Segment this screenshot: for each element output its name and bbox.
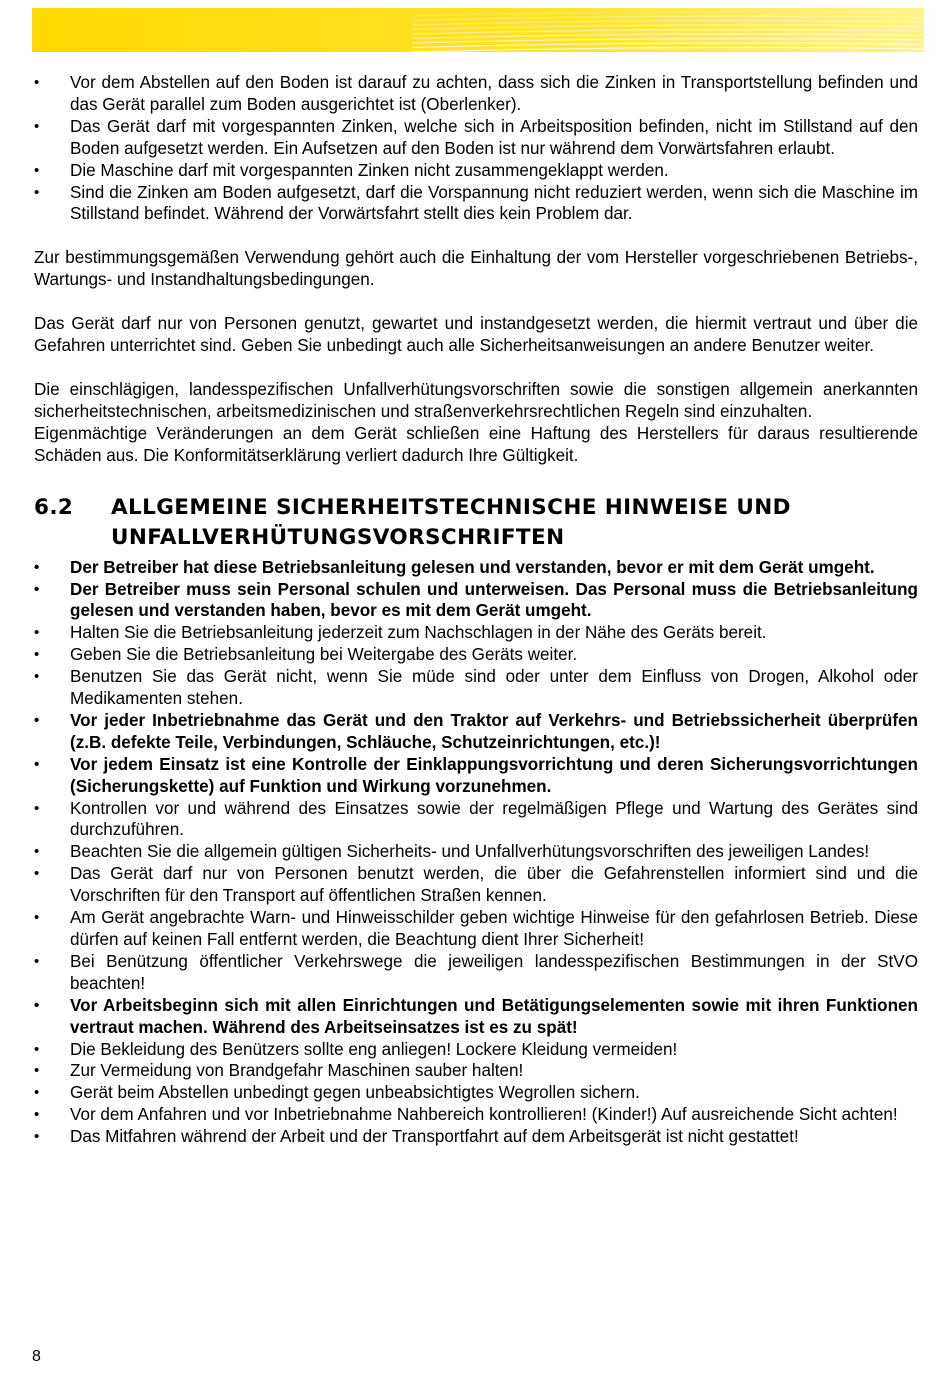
list-item: • Das Gerät darf mit vorgespannten Zinken, welche sich in Arbeitsposition befinden, nicht im Stillstand auf den Boden aufgesetzt werden. Ein Aufsetzen auf den Boden ist nur während dem Vorwärtsfahren erlaubt.: [34, 116, 918, 160]
section-number: 6.2: [34, 494, 74, 520]
paragraph-regulations: Die einschlägigen, landesspezifischen Unfallverhütungsvorschriften sowie die sonstigen allgemein anerkannten sicherheitstechnischen, arbeitsmedizinischen und straßenverkehrsrechtlichen Regeln sind einzuhalten.: [34, 379, 918, 421]
list-item: • Vor dem Anfahren und vor Inbetriebnahme Nahbereich kontrollieren! (Kinder!) Auf ausreichende Sicht achten!: [34, 1104, 918, 1126]
list-item: • Bei Benützung öffentlicher Verkehrswege die jeweiligen landesspezifischen Bestimmungen in der StVO beachten!: [34, 951, 918, 995]
page-content: [34, 72, 918, 1148]
list-item: • Vor dem Abstellen auf den Boden ist darauf zu achten, dass sich die Zinken in Transportstellung befinden und das Gerät parallel zum Boden ausgerichtet ist (Oberlenker).: [34, 72, 918, 116]
list-item: • Gerät beim Abstellen unbedingt gegen unbeabsichtigtes Wegrollen sichern.: [34, 1082, 918, 1104]
header-stripe-band: [32, 8, 924, 52]
list-item: • Zur Vermeidung von Brandgefahr Maschinen sauber halten!: [34, 1060, 918, 1082]
section-title-line2: UNFALLVERHÜTUNGSVORSCHRIFTEN: [111, 524, 565, 550]
list-item: • Geben Sie die Betriebsanleitung bei Weitergabe des Geräts weiter.: [34, 644, 918, 666]
list-item: • Halten Sie die Betriebsanleitung jederzeit zum Nachschlagen in der Nähe des Geräts bereit.: [34, 622, 918, 644]
list-item: • Der Betreiber muss sein Personal schulen und unterweisen. Das Personal muss die Betriebsanleitung gelesen und verstanden haben, bevor es mit dem Gerät umgeht.: [34, 579, 918, 623]
intro-bullet-list: [34, 72, 918, 225]
list-item: • Die Maschine darf mit vorgespannten Zinken nicht zusammengeklappt werden.: [34, 160, 918, 182]
paragraph-modifications: Eigenmächtige Veränderungen an dem Gerät schließen eine Haftung des Herstellers für daraus resultierende Schäden aus. Die Konformitätserklärung verliert dadurch Ihre Gültigkeit.: [34, 423, 918, 465]
page-number: 8: [32, 1348, 41, 1365]
list-item: • Sind die Zinken am Boden aufgesetzt, darf die Vorspannung nicht reduziert werden, wenn sich die Maschine im Stillstand befindet. Während der Vorwärtsfahrt stellt dies kein Problem dar.: [34, 182, 918, 226]
paragraph-intended-use: Zur bestimmungsgemäßen Verwendung gehört auch die Einhaltung der vom Hersteller vorgeschriebenen Betriebs-, Wartungs- und Instandhaltungsbedingungen.: [34, 248, 918, 290]
section-heading: [34, 493, 918, 553]
list-item: • Am Gerät angebrachte Warn- und Hinweisschilder geben wichtige Hinweise für den gefahrlosen Betrieb. Diese dürfen auf keinen Fall entfernt werden, die Beachtung dient Ihrer Sicherheit!: [34, 907, 918, 951]
list-item: • Der Betreiber hat diese Betriebsanleitung gelesen und verstanden, bevor er mit dem Gerät umgeht.: [34, 557, 918, 579]
list-item: • Benutzen Sie das Gerät nicht, wenn Sie müde sind oder unter dem Einfluss von Drogen, Alkohol oder Medikamenten stehen.: [34, 666, 918, 710]
safety-bullet-list: [34, 557, 918, 1148]
list-item: • Vor Arbeitsbeginn sich mit allen Einrichtungen und Betätigungselementen sowie mit ihren Funktionen vertraut machen. Während des Arbeitseinsatzes ist es zu spät!: [34, 995, 918, 1039]
list-item: • Vor jeder Inbetriebnahme das Gerät und den Traktor auf Verkehrs- und Betriebssicherheit überprüfen (z.B. defekte Teile, Verbindungen, Schläuche, Schutzeinrichtungen, etc.)!: [34, 710, 918, 754]
list-item: • Die Bekleidung des Benützers sollte eng anliegen! Lockere Kleidung vermeiden!: [34, 1039, 918, 1061]
list-item: • Das Gerät darf nur von Personen benutzt werden, die über die Gefahrenstellen informiert sind und die Vorschriften für den Transport auf öffentlichen Straßen kennen.: [34, 863, 918, 907]
paragraph-authorized-persons: Das Gerät darf nur von Personen genutzt, gewartet und instandgesetzt werden, die hiermit vertraut und über die Gefahren unterrichtet sind. Geben Sie unbedingt auch alle Sicherheitsanweisungen an andere Benutzer weiter.: [34, 314, 918, 356]
section-title-line1: ALLGEMEINE SICHERHEITSTECHNISCHE HINWEISE UND: [111, 494, 791, 520]
list-item: • Kontrollen vor und während des Einsatzes sowie der regelmäßigen Pflege und Wartung des Gerätes sind durchzuführen.: [34, 798, 918, 842]
list-item: • Das Mitfahren während der Arbeit und der Transportfahrt auf dem Arbeitsgerät ist nicht gestattet!: [34, 1126, 918, 1148]
list-item: • Vor jedem Einsatz ist eine Kontrolle der Einklappungsvorrichtung und deren Sicherungsvorrichtungen (Sicherungskette) auf Funktion und Wirkung vorzunehmen.: [34, 754, 918, 798]
list-item: • Beachten Sie die allgemein gültigen Sicherheits- und Unfallverhütungsvorschriften des jeweiligen Landes!: [34, 841, 918, 863]
